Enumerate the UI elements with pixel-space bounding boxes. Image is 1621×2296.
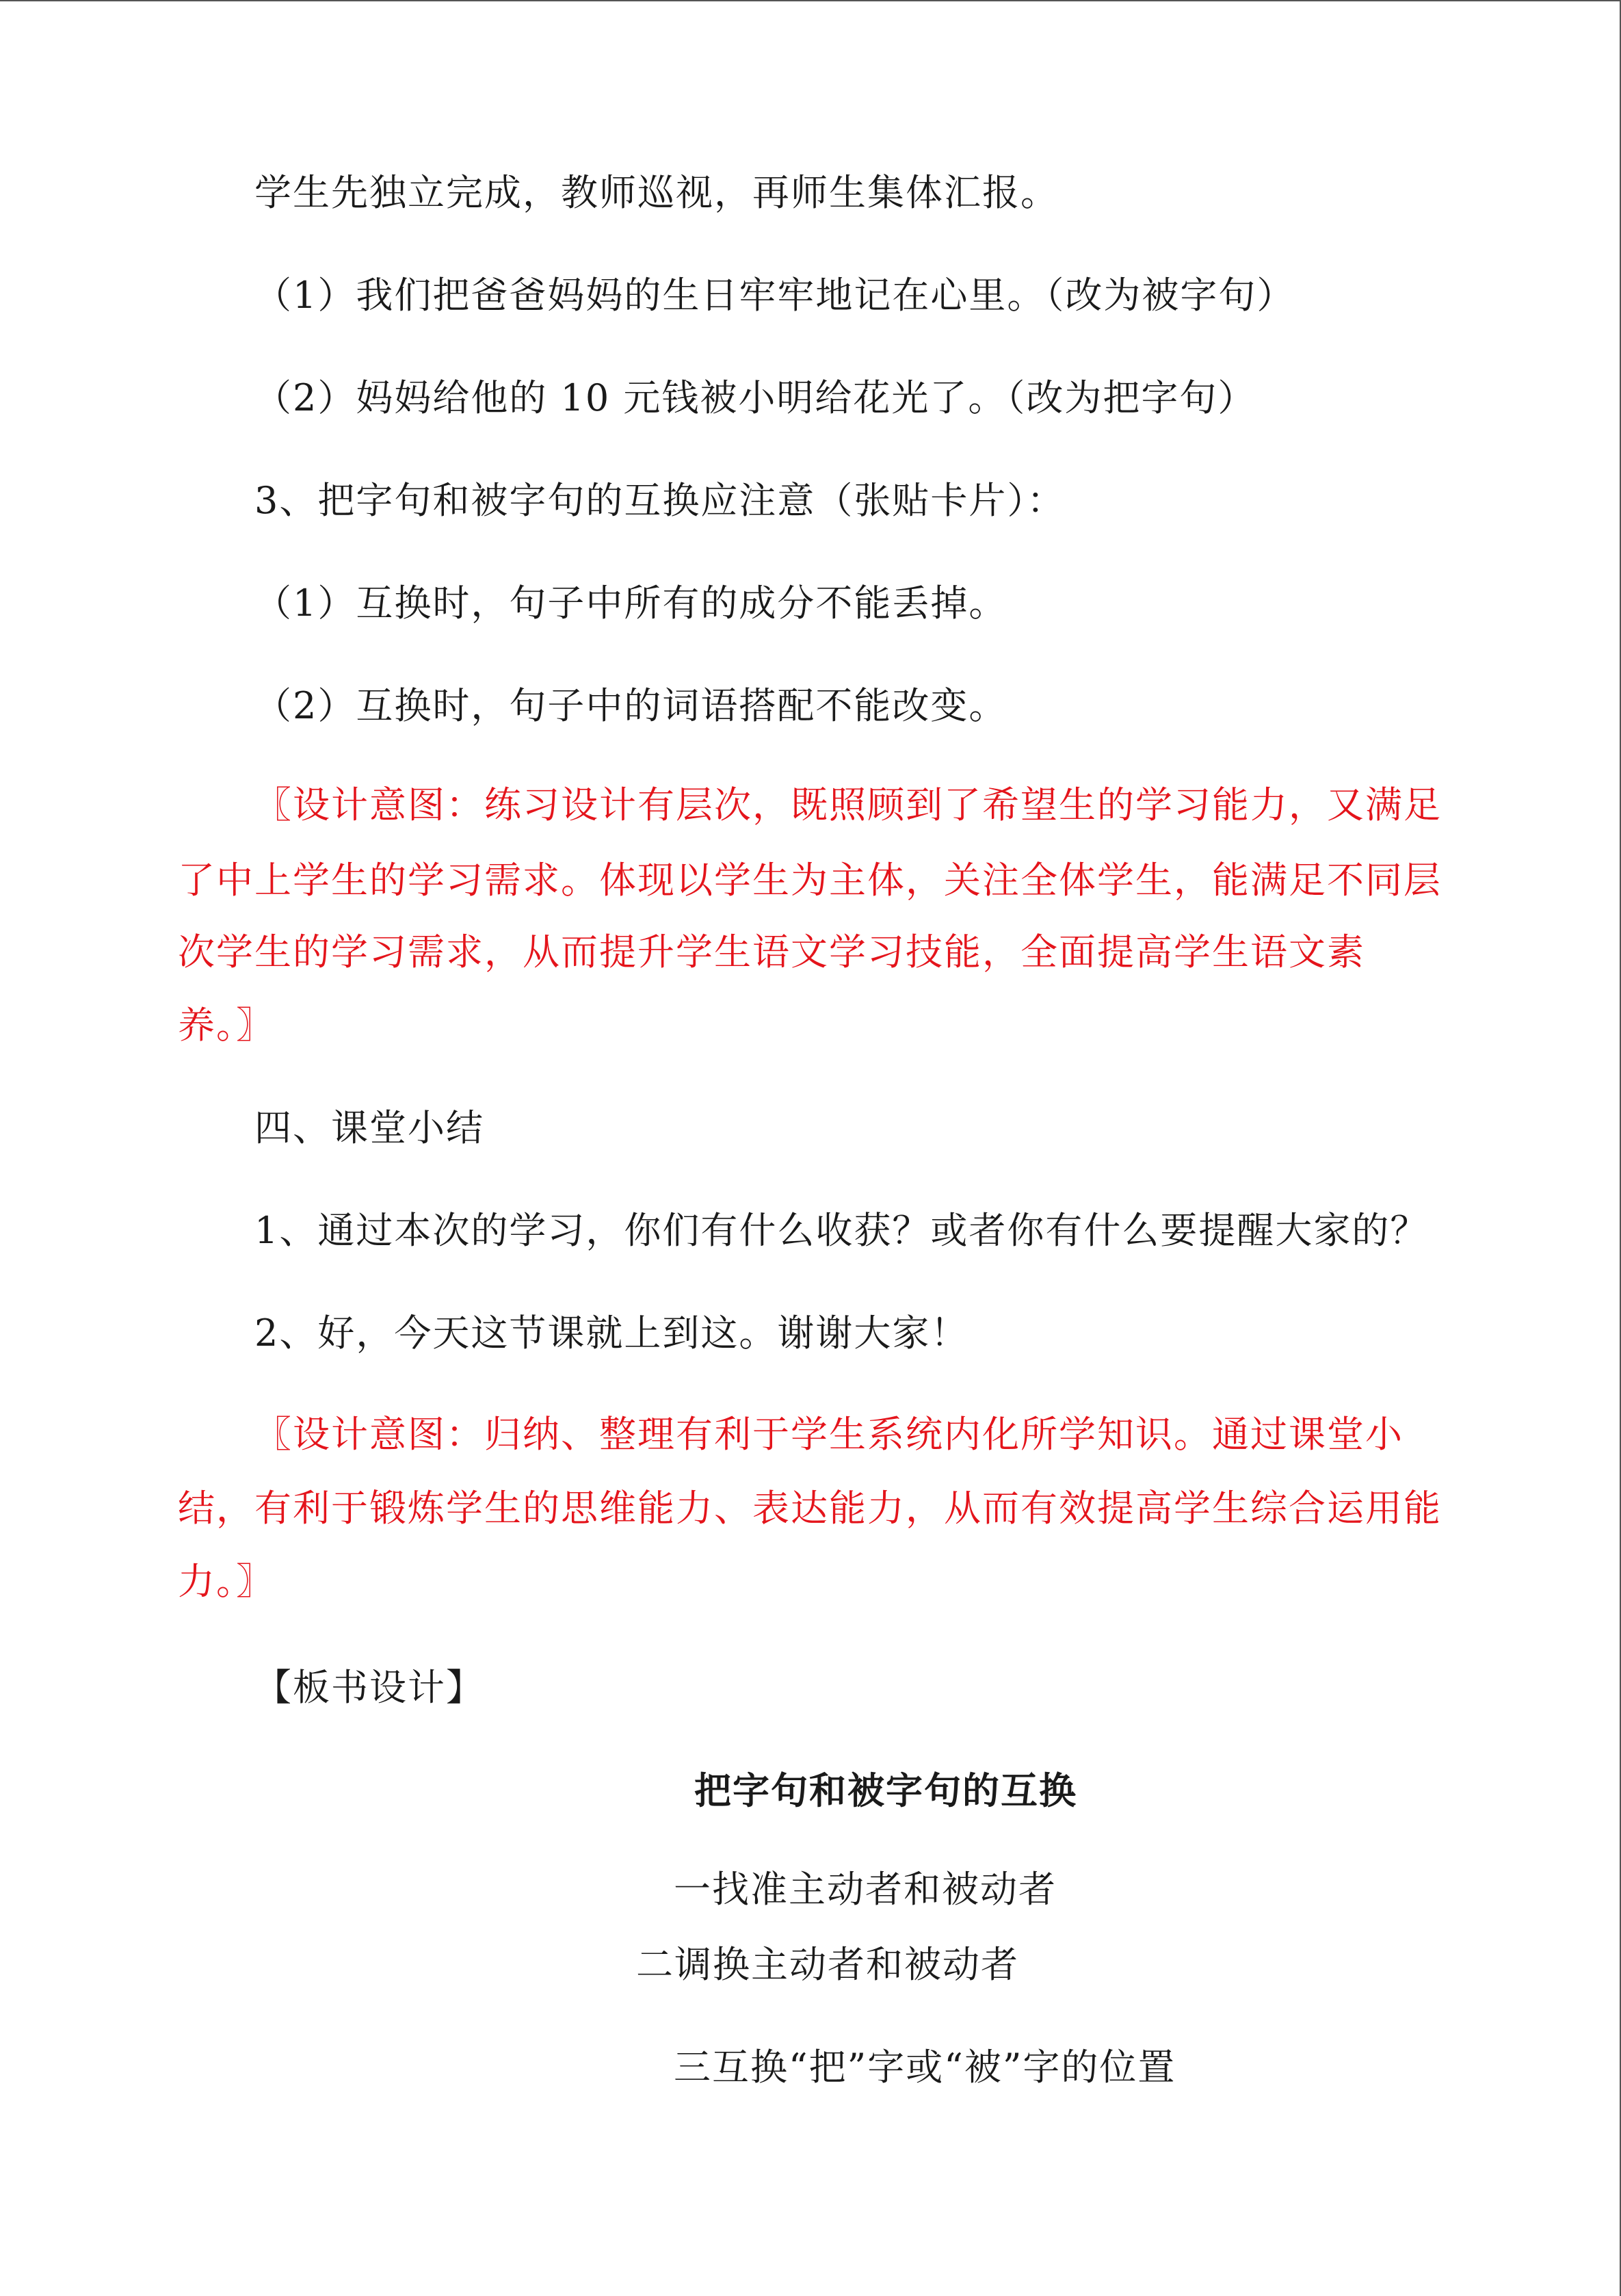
design-intent-2-line-1: 〖设计意图：归纳、整理有利于学生系统内化所学知识。通过课堂小 [254, 1413, 1403, 1456]
design-intent-1-line-4: 养。〗 [178, 1004, 274, 1047]
heading-notes: 3、把字句和被字句的互换应注意（张贴卡片）： [254, 479, 1066, 522]
design-intent-1-line-1: 〖设计意图：练习设计有层次，既照顾到了希望生的学习能力，又满足 [254, 783, 1442, 826]
board-design-heading: 【板书设计】 [254, 1666, 484, 1709]
note-2: （2）互换时，句子中的词语搭配不能改变。 [254, 684, 1007, 727]
design-intent-1-line-3: 次学生的学习需求，从而提升学生语文学习技能，全面提高学生语文素 [178, 930, 1365, 974]
note-1: （1）互换时，句子中所有的成分不能丢掉。 [254, 582, 1007, 625]
design-intent-2-line-2: 结，有利于锻炼学生的思维能力、表达能力，从而有效提高学生综合运用能 [178, 1487, 1442, 1530]
design-intent-1-line-2: 了中上学生的学习需求。体现以学生为主体，关注全体学生，能满足不同层 [178, 859, 1442, 902]
board-title: 把字句和被字句的互换 [694, 1769, 1077, 1812]
summary-item-2: 2、好，今天这节课就上到这。谢谢大家！ [254, 1312, 969, 1355]
board-line-3: 三互换“把”字或“被”字的位置 [674, 2046, 1176, 2089]
exercise-2: （2）妈妈给他的 10 元钱被小明给花光了。（改为把字句） [254, 376, 1256, 419]
section-heading-summary: 四、课堂小结 [254, 1106, 484, 1149]
paragraph-instruction: 学生先独立完成，教师巡视，再师生集体汇报。 [254, 171, 1059, 214]
board-line-2: 二调换主动者和被动者 [636, 1943, 1019, 1986]
board-line-1: 一找准主动者和被动者 [674, 1868, 1057, 1911]
exercise-1: （1）我们把爸爸妈妈的生日牢牢地记在心里。（改为被字句） [254, 274, 1295, 317]
summary-item-1: 1、通过本次的学习，你们有什么收获？或者你有什么要提醒大家的？ [254, 1209, 1429, 1252]
design-intent-2-line-3: 力。〗 [178, 1560, 274, 1603]
